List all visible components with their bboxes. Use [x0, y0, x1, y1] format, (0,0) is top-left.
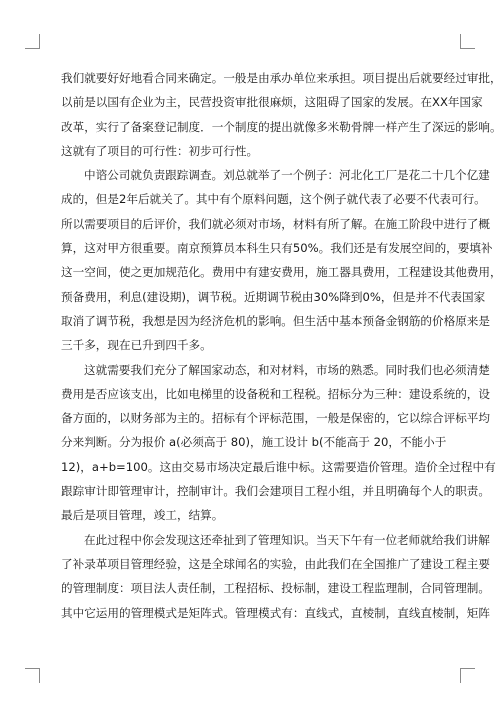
- text-line: 分来判断。分为报价 a(必须高于 80)，施工设计 b(不能高于 20，不能小于: [61, 435, 447, 450]
- text-line: 了补录革项目管理经验，这是全球闻名的实验，由此我们在全国推广了建设工程主要: [61, 556, 490, 571]
- text-line: 备方面的，以财务部为主的。招标有个评标范围，一般是保密的，它以综合评标平均: [61, 411, 490, 426]
- text-line: 预备费用，利息(建设期)，调节税。近期调节税由30%降到0%，但是并不代表国家: [61, 289, 486, 304]
- text-line: 这就有了项目的可行性：初步可行性。: [61, 143, 259, 158]
- text-line: 三千多，现在已升到四千多。: [61, 338, 212, 353]
- paragraph-first-line: 中谘公司就负责跟踪调查。刘总就举了一个例子：河北化工厂是花二十几个亿建: [84, 168, 490, 183]
- text-line: 取消了调节税，我想是因为经济危机的影响。但生活中基本预备金钢筋的价格原来是: [61, 313, 490, 328]
- text-line: 我们就要好好地看合同来确定。一般是由承办单位来承担。项目提出后就要经过审批，: [61, 71, 502, 85]
- paragraph-first-line: 这就需要我们充分了解国家动态，和对材料，市场的熟悉。同时我们也必须清楚: [84, 362, 490, 377]
- crop-mark-bottom-right: [460, 668, 475, 683]
- paragraph-first-line: 在此过程中你会发现这还牵扯到了管理知识。当天下午有一位老师就给我们讲解: [84, 532, 490, 547]
- crop-mark-top-left: [25, 34, 40, 49]
- text-line: 12)，a+b=100。这由交易市场决定最后谁中标。这需要造价管理。造价全过程中有: [61, 459, 496, 474]
- crop-mark-top-right: [460, 34, 475, 49]
- crop-mark-bottom-left: [25, 668, 40, 683]
- text-line: 跟踪审计即管理审计，控制审计。我们会建项目工程小组，并且明确每个人的职责。: [61, 484, 490, 499]
- text-line: 费用是否应该支出，比如电梯里的设备税和工程税。招标分为三种：建设系统的，设: [61, 386, 490, 401]
- text-line: 所以需要项目的后评价，我们就必须对市场，材料有所了解。在施工阶段中进行了概: [61, 216, 490, 231]
- document-body: [61, 66, 502, 625]
- text-line: 以前是以国有企业为主，民营投资审批很麻烦，这阻碍了国家的发展。在XX年国家: [61, 95, 483, 110]
- text-line: 算，这对甲方很重要。南京预算员本科生只有50%。我们还是有发展空间的，要填补: [61, 241, 493, 256]
- text-line: 成的，但是2年后就关了。其中有个原料问题，这个例子就代表了必要不代表可行。: [61, 192, 486, 207]
- text-line: 改革，实行了备案登记制度．一个制度的提出就像多米勒骨牌一样产生了深远的影响。: [61, 119, 502, 134]
- text-line: 这一空间，使之更加规范化。费用中有建安费用，施工器具费用，工程建设其他费用，: [61, 265, 502, 280]
- text-line: 最后是项目管理，竣工，结算。: [61, 508, 224, 523]
- text-line: 其中它运用的管理模式是矩阵式。管理模式有：直线式，直棱制，直线直棱制，矩阵: [61, 605, 490, 620]
- text-line: 的管理制度：项目法人责任制，工程招标、投标制，建设工程监理制，合同管理制。: [61, 581, 490, 596]
